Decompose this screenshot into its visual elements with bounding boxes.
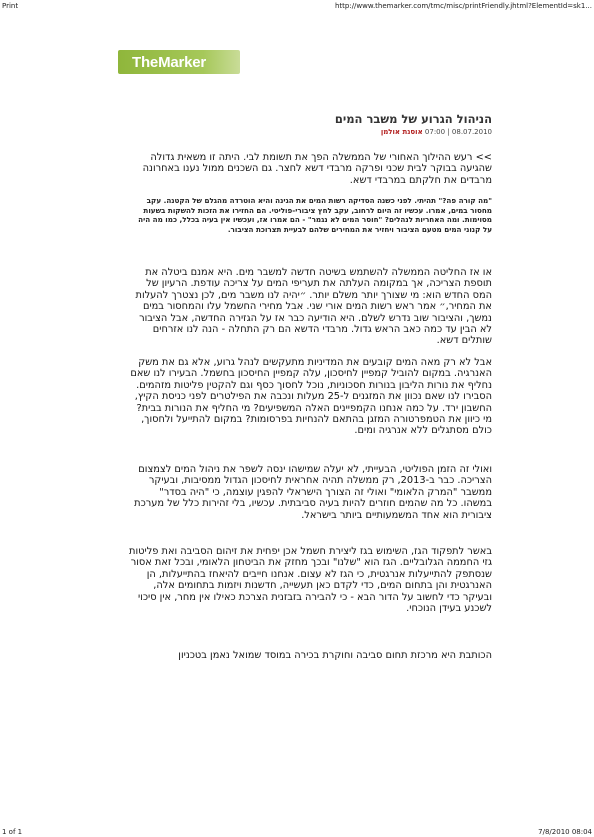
article-paragraph: ואולי זה הזמן הפוליטי, הבעייתי, לא יעלה שמישהו ינסה לשפר את ניהול המים לצמצום הצריכה. כבר ב-2013, רק ממשלה תהיה אחראית לחיסכון הגדול ממסיבות, ובעיקר ממשבר "המרק הלאומי" ואולי זה הצורך הישראלי להפגין עוצמה, כי "היה בסדר" במשהו. כל מה שהמים חוזרים להיות בעיה סביבתית. עכשיו, בלי זהירות כלל של מערכת ציבורית הוא אחד המשמעותיים ביותר בישראל. (134, 464, 492, 521)
article-footer-note: הכותבת היא מרכזת תחום סביבה וחוקרת בכירה במוסד שמואל נאמן בטכניון (178, 650, 492, 661)
print-datetime: 7/8/2010 08:04 (538, 828, 592, 836)
print-header-url: http://www.themarker.com/tmc/misc/printFriendly.jhtml?ElementId=sk1... (334, 2, 592, 10)
logo-text: TheMarker (132, 53, 207, 71)
page-counter: 1 of 1 (2, 828, 23, 836)
print-header-title: Print (2, 2, 19, 10)
article-paragraph: אבל לא רק מאה המים קובעים את המדיניות מתעקשים לנהל גרוע, אלא גם את משק האנרגיה. במקום להוביל קמפיין לחיסכון, עלה קמפיין החיסכון בחשמל. הבעירו לנו שאם נחליף את נורות הליבון בנורות חסכוניות, נוכל לחסוך כסף וגם להקטין פליטות מזהמים. הסבירו לנו שאם נכוון את המזגנים ל-25 מעלות ונכבה את הפילטרים לפני כניסת הקיץ, החשבון ירד. על כמה אנחנו הקמפיינים האלה המשפיעים? מי החליף את הנורות בבית? מי כיוון את הטמפרטורה המזגן בהתאם להנחיות בפרסומות? במקום להתייעל ולחסוך, כולם מסתגלים ללא אנרגיה ומים. (130, 357, 492, 437)
themarker-logo (118, 50, 240, 74)
article-paragraph: >> רעש ההילוך האחורי של הממשלה הפך את תשומת לבי. היתה זו משאית גדולה שהגיעה בבוקר לבית שכני ופרקה מרבדי דשא לחצר. גם השכנים ממול נענו באחרונה מרבדים את חלקתם במרבדי דשא. (142, 152, 492, 186)
article-title: הניהול הגרוע של משבר המים (334, 112, 492, 126)
article-paragraph: באשר לתפקוד הגז, השימוש בגז ליצירת חשמל אכן יפחית את זיהום הסביבה ואת פליטות גזי החממה הגלובליים. הגז הוא "שלנו" ובכך מחזק את הביטחון הלאומי, ובכל זאת אסור שנסתפק להתייעלות אנרגטית, כי הגז לא עצום. אנחנו חייבים להיאחז בהתייעלות, הן האנרגטית והן בתחום המים, כדי לקדם כאן תעשייה, חדשנות ויזמות בתחומים אלה, ובעיקר כדי לחשוב על הדור הבא - כי להבירה בזבזנית הצרכת כאילו אין מחר, אין סיכוי לשכנע בעידן הנוכחי. (129, 546, 492, 615)
article-quote: "מה קורה פה?" תהיתי. לפני כשנה הסדיקה רשות המים את הגינה והיא הוטרדה מהגלם של הקטנה. עקב מחסור במים, אמרו. עכשיו זה היום לרחוב, עקב לחץ ציבורי-פוליטי. הם החזירו את הזכות להשקות בשעות מסוימות. ומה האחריות לנהלים? "חוסר המים לא נגמר" - הם אמרו אז, ועכשיו אין בעיה בכלל, כמו מה היה על קנוני המים מטעם הציבור ויחזיר את המחירים שלהם לבעיית תצרוכת הציבור. (138, 196, 492, 234)
article-date: 08.07.2010 | 07:00 (424, 128, 492, 136)
article-paragraph: או אז החליטה הממשלה להשתמש בשיטה חדשה למשבר מים. היא אמנם ביטלה את תוספת הצריכה, אך במקומה העלתה את תעריפי המים על צריכה עודפת. הרעיון של המס החדש הוא: מי שצורך יותר משלם יותר. ״יהיה לנו משבר מים, לכן נצטרך להעלות את המחיר,״ אמר ראש רשות המים אורי שני. אבל מחירי החשמל עלו והמחסור במים נמשך, והציבור שוב נדרש לשלם. היא הודיעה כבר אז על הגזירה החדשה, אבל הציבור לא הבין עד כמה כאב הראש גדול. מרבדי הדשא הם רק התחלה - הנה לנו אזרחים שותלים דשא. (135, 267, 492, 347)
author-name: אוסנת אולמן (380, 128, 423, 136)
article-byline (128, 128, 492, 136)
